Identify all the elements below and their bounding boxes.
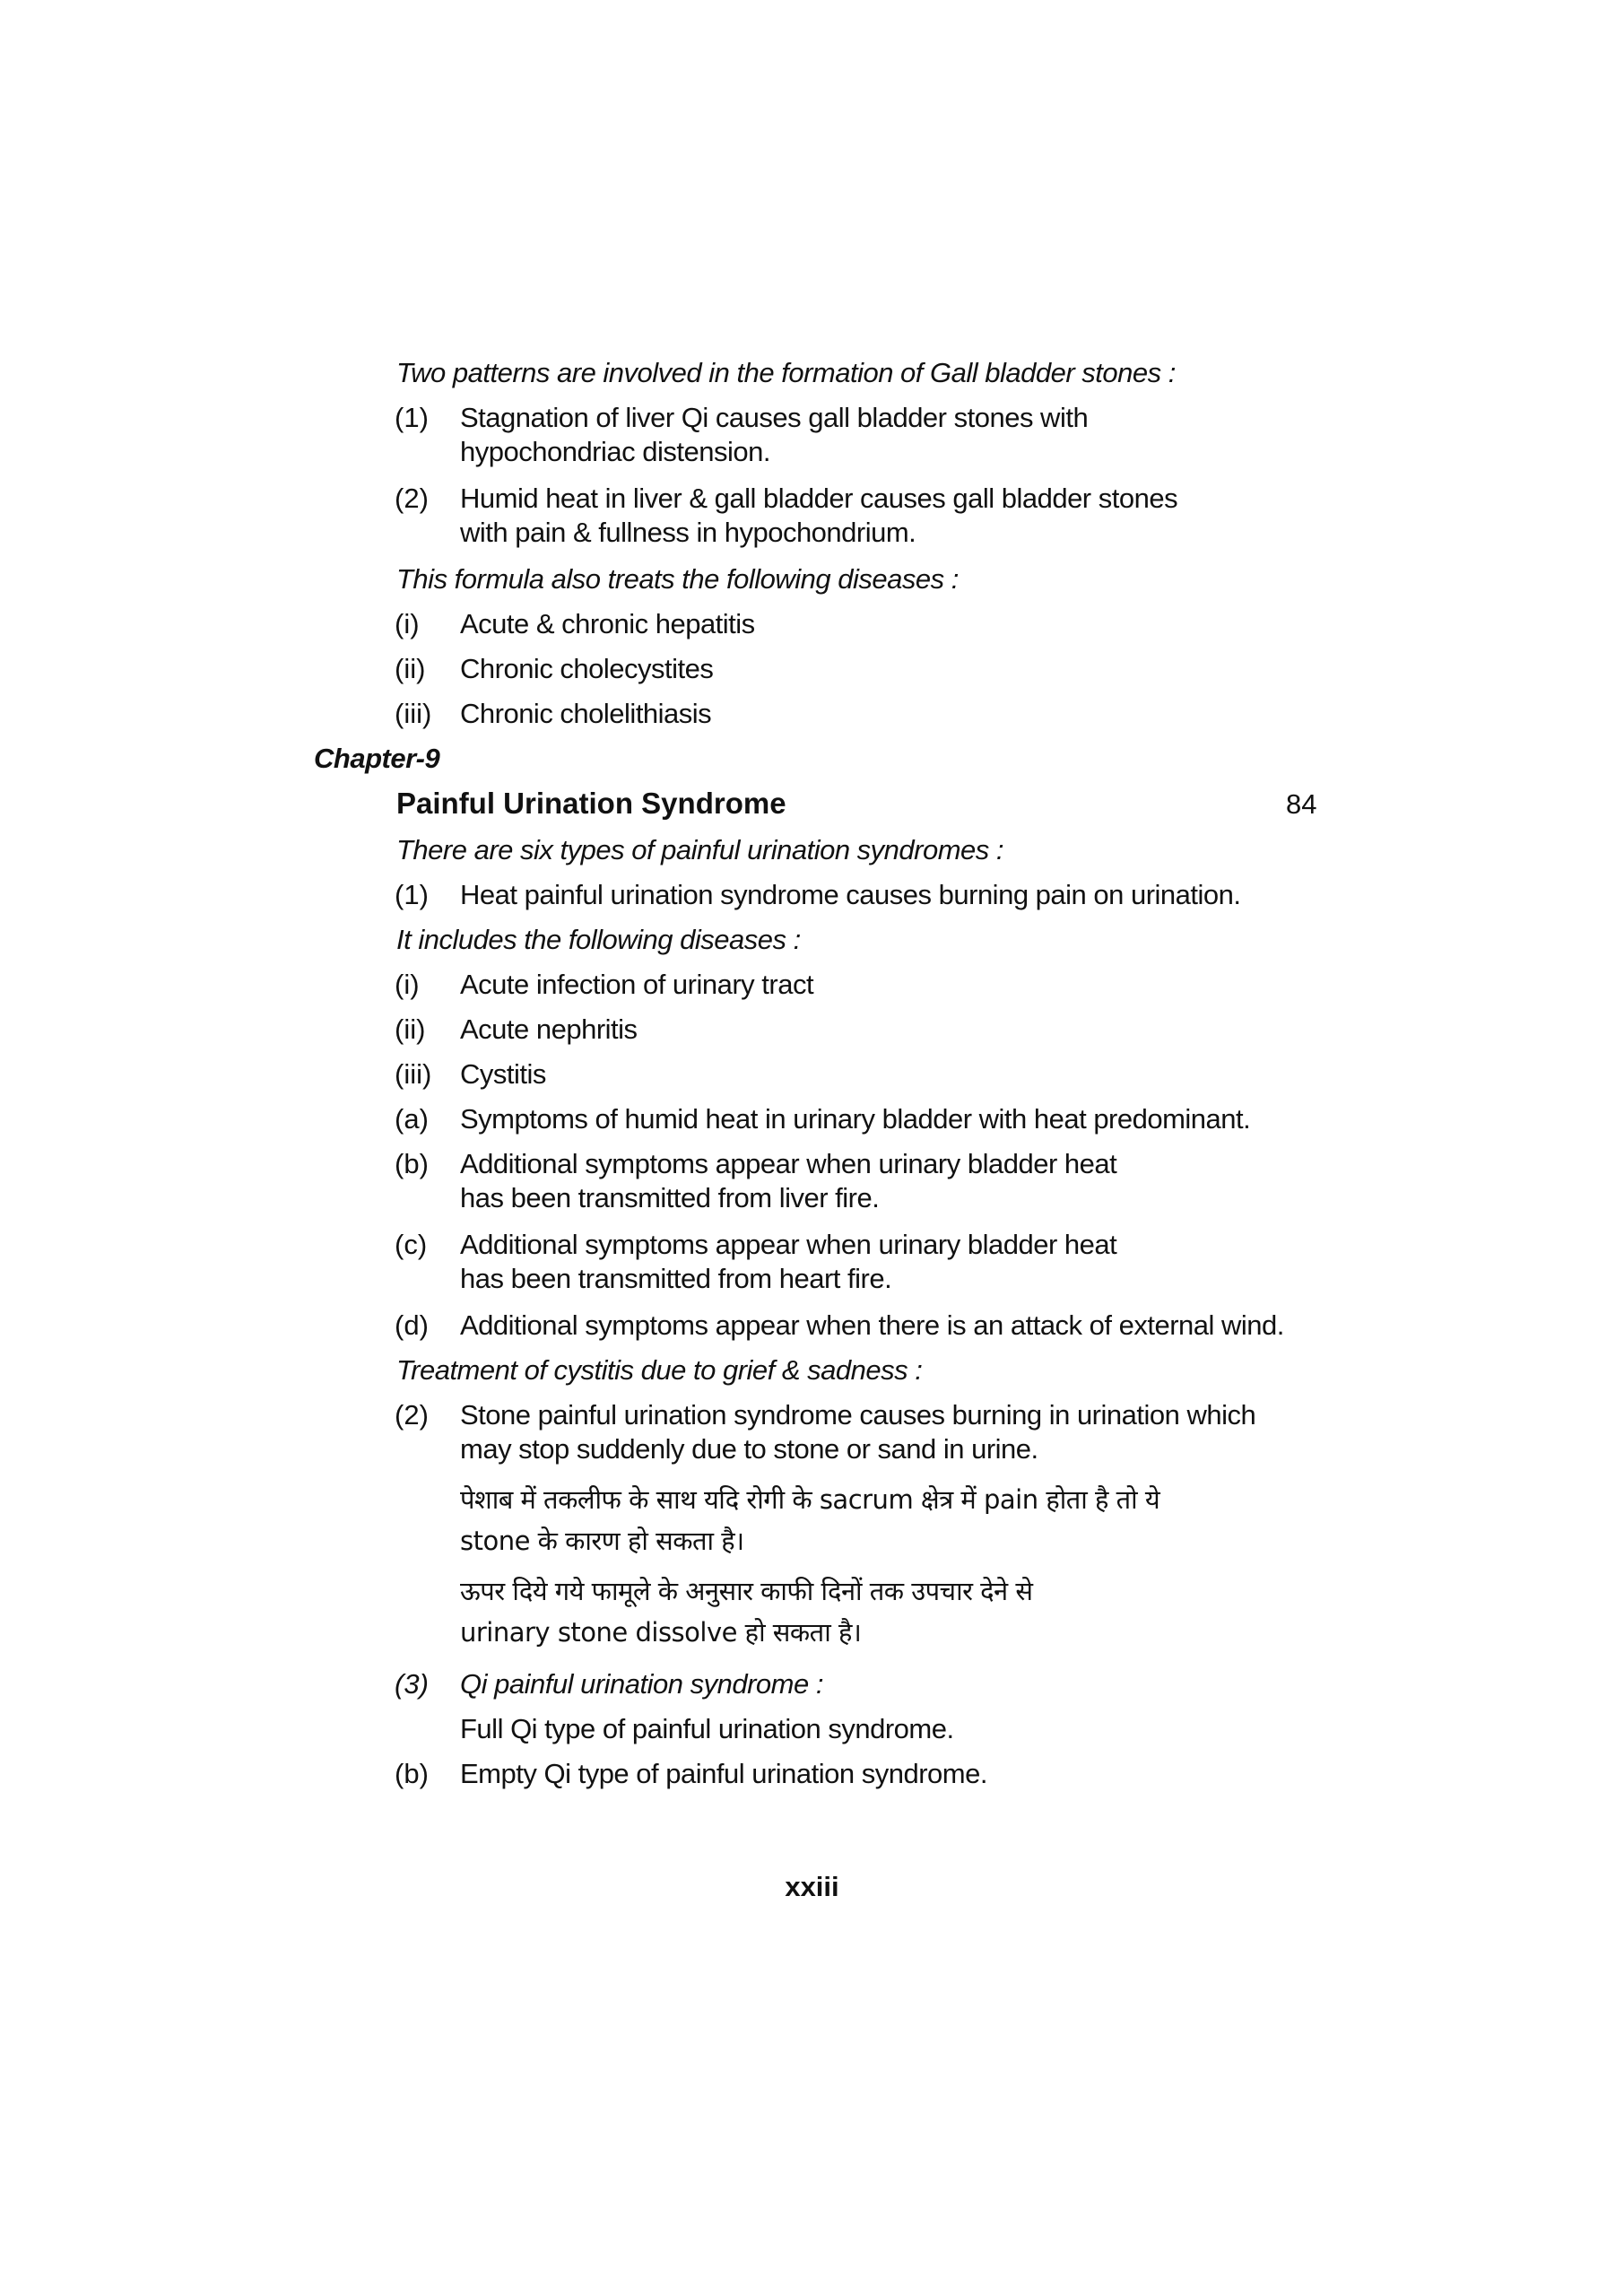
gall-item-1-line-1: Stagnation of liver Qi causes gall bladder stones with	[460, 402, 1089, 433]
formula-intro: This formula also treats the following diseases :	[396, 563, 959, 595]
gall-disease-1-marker: (i)	[395, 608, 420, 639]
gall-disease-2: Chronic cholecystites	[460, 653, 714, 684]
includes-intro: It includes the following diseases :	[396, 924, 801, 955]
syndrome-3-marker: (3)	[395, 1668, 429, 1700]
gall-item-1-line-2: hypochondriac distension.	[460, 436, 770, 467]
disease-1: Acute infection of urinary tract	[460, 969, 814, 1000]
disease-2: Acute nephritis	[460, 1013, 638, 1045]
gall-disease-2-marker: (ii)	[395, 653, 426, 684]
page-footer-number: xxiii	[785, 1871, 839, 1902]
syndrome-2-line-1: Stone painful urination syndrome causes burning in urination which	[460, 1399, 1256, 1431]
hindi-note-1-line-1: पेशाब में तकलीफ के साथ यदि रोगी के sacrum क्षेत्र में pain होता है तो ये	[460, 1484, 1160, 1515]
disease-3-marker: (iii)	[395, 1058, 432, 1090]
symptom-d-line-1: Additional symptoms appear when there is an attack of external wind.	[460, 1309, 1284, 1341]
syndromes-intro: There are six types of painful urination syndromes :	[396, 834, 1004, 865]
gall-disease-1: Acute & chronic hepatitis	[460, 608, 755, 639]
syndrome-1-text: Heat painful urination syndrome causes burning pain on urination.	[460, 879, 1241, 910]
hindi-note-1-line-2: stone के कारण हो सकता है।	[460, 1526, 744, 1556]
gall-item-2-line-1: Humid heat in liver & gall bladder causes gall bladder stones	[460, 483, 1178, 514]
disease-3: Cystitis	[460, 1058, 546, 1090]
hindi-note-2-line-2: urinary stone dissolve हो सकता है।	[460, 1617, 862, 1648]
gall-item-2-marker: (2)	[395, 483, 429, 514]
gall-disease-3-marker: (iii)	[395, 698, 432, 729]
symptom-c-line-1: Additional symptoms appear when urinary bladder heat	[460, 1229, 1117, 1260]
gall-disease-3: Chronic cholelithiasis	[460, 698, 712, 729]
chapter-page-number: 84	[1286, 788, 1317, 820]
syndrome-2-line-2: may stop suddenly due to stone or sand in urine.	[460, 1433, 1038, 1465]
chapter-label: Chapter-9	[314, 743, 440, 774]
gall-item-2-line-2: with pain & fullness in hypochondrium.	[460, 517, 916, 548]
treatment-intro: Treatment of cystitis due to grief & sadness :	[396, 1354, 923, 1386]
symptom-a-line-1: Symptoms of humid heat in urinary bladder with heat predominant.	[460, 1103, 1251, 1135]
empty-qi-marker: (b)	[395, 1758, 429, 1789]
symptom-a-marker: (a)	[395, 1103, 429, 1135]
disease-1-marker: (i)	[395, 969, 420, 1000]
syndrome-2-marker: (2)	[395, 1399, 429, 1431]
chapter-title: Painful Urination Syndrome	[396, 787, 786, 820]
symptom-c-line-2: has been transmitted from heart fire.	[460, 1263, 892, 1294]
gall-item-1-marker: (1)	[395, 402, 429, 433]
disease-2-marker: (ii)	[395, 1013, 426, 1045]
symptom-b-marker: (b)	[395, 1148, 429, 1179]
gall-stone-intro: Two patterns are involved in the formation of Gall bladder stones :	[396, 357, 1176, 388]
symptom-d-marker: (d)	[395, 1309, 429, 1341]
syndrome-1-marker: (1)	[395, 879, 429, 910]
syndrome-3-text: Qi painful urination syndrome :	[460, 1668, 823, 1700]
hindi-note-2-line-1: ऊपर दिये गये फामूले के अनुसार काफी दिनों तक उपचार देने से	[460, 1576, 1033, 1606]
symptom-c-marker: (c)	[395, 1229, 428, 1260]
symptom-b-line-2: has been transmitted from liver fire.	[460, 1182, 880, 1213]
symptom-b-line-1: Additional symptoms appear when urinary bladder heat	[460, 1148, 1117, 1179]
empty-qi-text: Empty Qi type of painful urination syndrome.	[460, 1758, 987, 1789]
full-qi-text: Full Qi type of painful urination syndrome.	[460, 1713, 954, 1744]
